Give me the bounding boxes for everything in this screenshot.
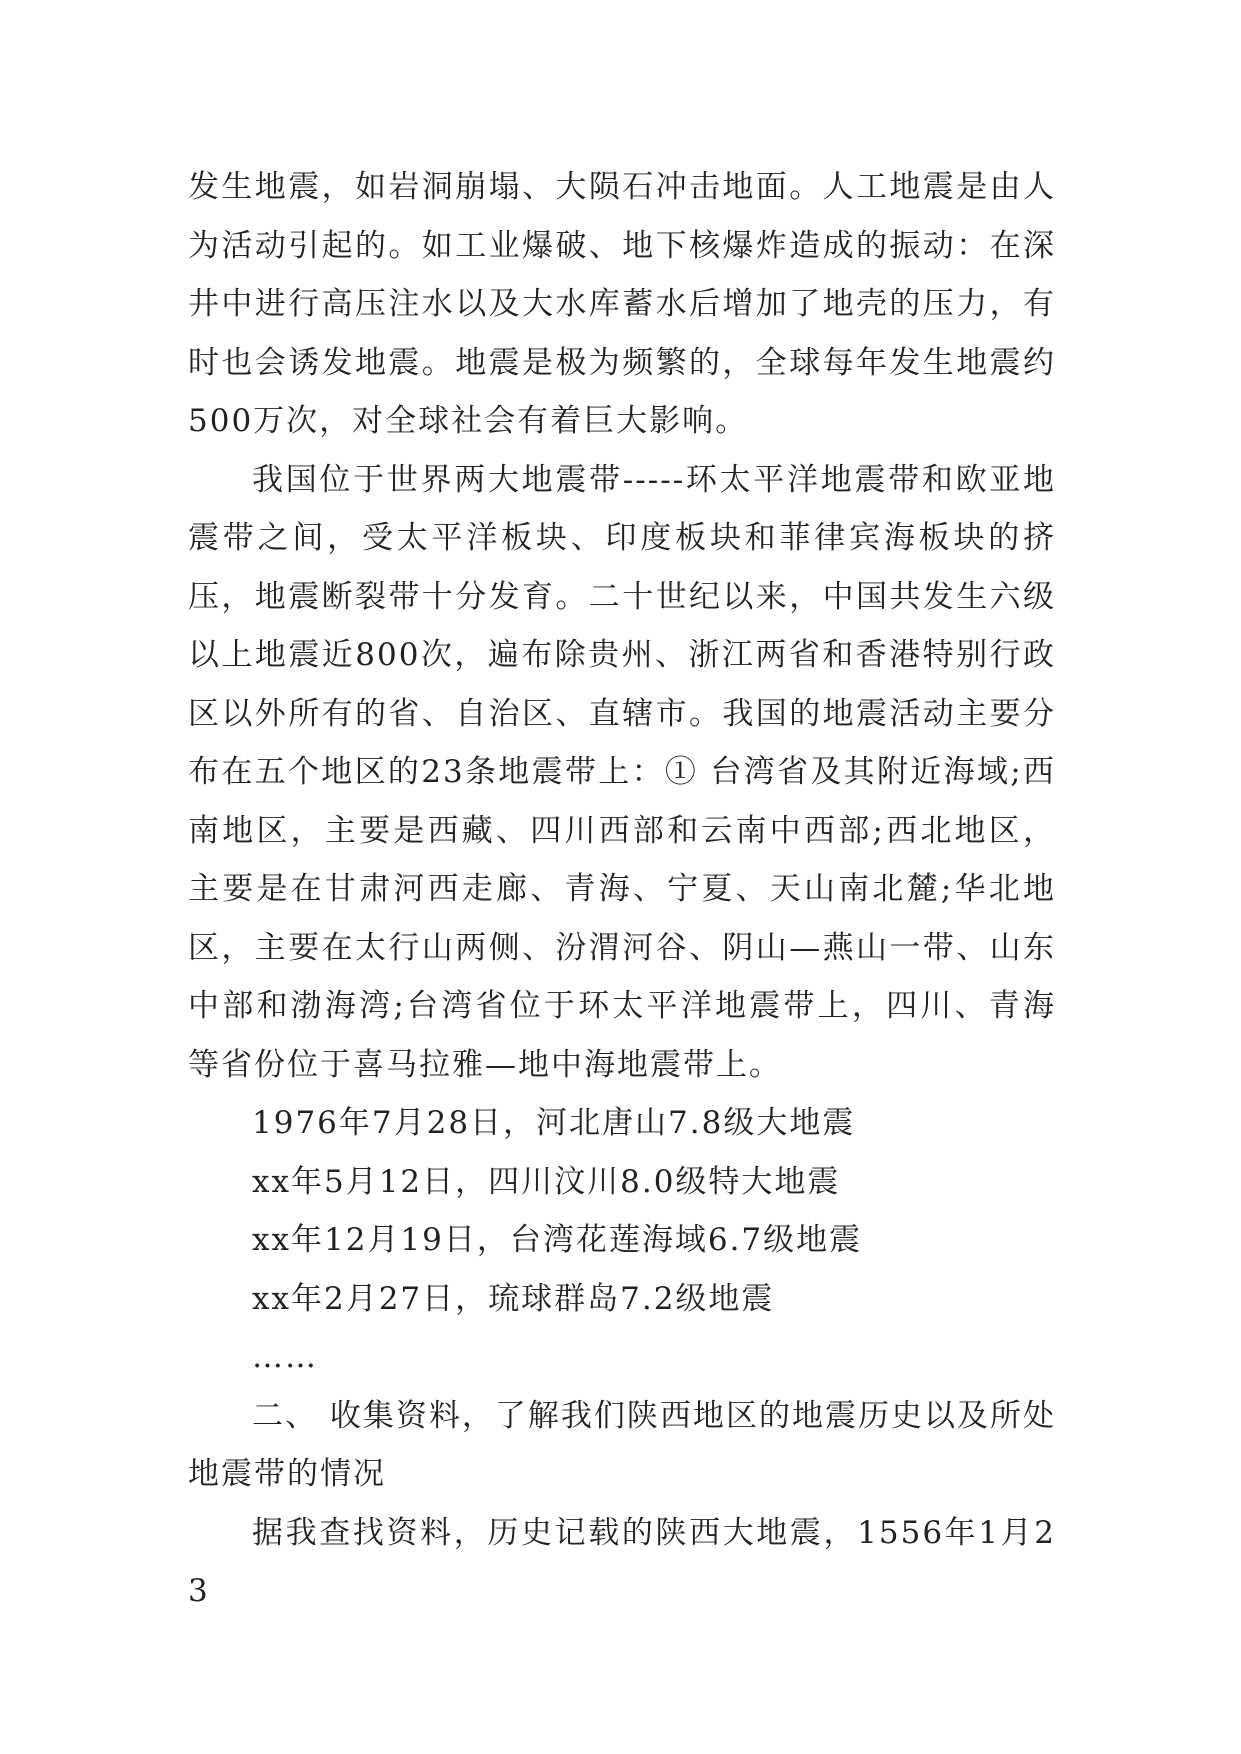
list-ellipsis: …… (252, 1339, 318, 1375)
paragraph-shaanxi-history: 据我查找资料，历史记载的陕西大地震，1556年1月23 (188, 1514, 1056, 1609)
list-item: xx年12月19日，台湾花莲海域6.7级地震 (252, 1222, 863, 1258)
list-item: 1976年7月28日，河北唐山7.8级大地震 (252, 1105, 856, 1141)
paragraph-china-seismic-zones: 我国位于世界两大地震带-----环太平洋地震带和欧亚地震带之间，受太平洋板块、印度板块和菲律宾海板块的挤压，地震断裂带十分发育。二十世纪以来，中国共发生六级以上地震近800次，遍布除贵州、浙江两省和香港特别行政区以外所有的省、自治区、直辖市。我国的地震活动主要分布在五个地区的23条地震带上：① 台湾省及其附近海域;西南地区，主要是西藏、四川西部和云南中西部;西北地区，主要是在甘肃河西走廊、青海、宁夏、天山南北麓;华北地区，主要在太行山两侧、汾渭河谷、阴山—燕山一带、山东中部和渤海湾;台湾省位于环太平洋地震带上，四川、青海等省份位于喜马拉雅—地中海地震带上。 (188, 461, 1056, 1083)
list-item: xx年2月27日，琉球群岛7.2级地震 (252, 1280, 775, 1317)
paragraph-earthquake-causes: 发生地震，如岩洞崩塌、大陨石冲击地面。人工地震是由人为活动引起的。如工业爆破、地下核爆炸造成的振动：在深井中进行高压注水以及大水库蓄水后增加了地壳的压力，有时也会诱发地震。地震是极为频繁的，全球每年发生地震约500万次，对全球社会有着巨大影响。 (188, 169, 1056, 439)
document-body (188, 158, 1056, 1621)
section-heading: 二、 收集资料，了解我们陕西地区的地震历史以及所处地震带的情况 (188, 1397, 1056, 1492)
list-item: xx年5月12日，四川汶川8.0级特大地震 (252, 1163, 841, 1200)
